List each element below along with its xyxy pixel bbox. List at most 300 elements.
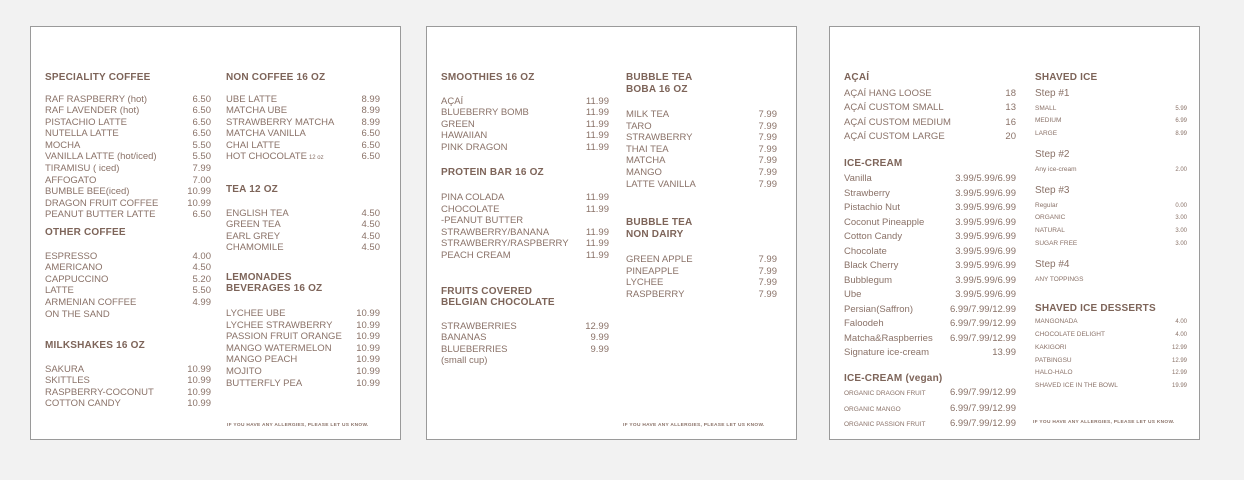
menu-item <box>441 250 609 262</box>
step-label: Step #3 <box>1035 184 1070 196</box>
list <box>1035 164 1187 177</box>
menu-item-name: PISTACHIO LATTE <box>45 116 127 128</box>
menu-item-name: ENGLISH TEA <box>226 207 289 219</box>
menu-item-name: PINK DRAGON <box>441 141 508 153</box>
menu-item-price: 6.50 <box>192 209 211 221</box>
menu-item-name: HAWAIIAN <box>441 130 488 142</box>
menu-item-price: 11.99 <box>585 226 609 238</box>
menu-item-name: LATTE VANILLA <box>626 178 696 190</box>
section-title: NON COFFEE 16 OZ <box>226 72 326 83</box>
menu-item <box>441 227 609 239</box>
menu-item-price: 4.50 <box>361 207 380 219</box>
menu-item <box>45 163 211 175</box>
list <box>626 254 777 300</box>
menu-item <box>45 105 211 117</box>
menu-item-price: 13 <box>1005 102 1016 113</box>
menu-item-price: 8.99 <box>1175 131 1187 138</box>
menu-item-name: PASSION FRUIT ORANGE <box>226 331 342 343</box>
menu-item-price: 7.99 <box>758 166 777 178</box>
menu-item-price: 8.99 <box>361 105 380 117</box>
menu-item-price: 10.99 <box>187 398 211 410</box>
menu-item <box>226 366 380 378</box>
menu-item <box>45 274 211 286</box>
menu-item <box>226 331 380 343</box>
menu-item-price: 11.99 <box>585 238 609 250</box>
menu-item-price: 10.99 <box>187 363 211 375</box>
menu-item <box>441 204 609 216</box>
menu-item-price: 12.99 <box>1171 344 1187 351</box>
menu-item <box>1035 164 1187 177</box>
menu-item <box>1035 367 1187 380</box>
menu-item <box>45 364 211 376</box>
menu-item <box>226 151 380 165</box>
menu-item-price: 3.99/5.99/6.99 <box>955 231 1016 242</box>
section-title-line: FRUITS COVERED <box>441 285 533 297</box>
menu-item-name: MATCHA VANILLA <box>226 128 306 140</box>
menu-item-price: 6.50 <box>192 128 211 140</box>
section-title-line: BEVERAGES 16 OZ <box>226 283 323 295</box>
menu-item <box>226 117 380 129</box>
menu-item <box>1035 128 1187 141</box>
menu-item-name: SKITTLES <box>45 375 90 387</box>
menu-item-price: 20 <box>1005 131 1016 142</box>
menu-item-name: CAPPUCCINO <box>45 273 109 285</box>
menu-item-price: 11.99 <box>585 203 609 215</box>
menu-item-name: LYCHEE <box>626 277 664 289</box>
menu-item <box>45 285 211 297</box>
menu-item-price: 3.00 <box>1175 228 1187 235</box>
menu-item-price: 7.99 <box>758 265 777 277</box>
column-acai-icecream <box>844 72 1016 433</box>
menu-item <box>226 320 380 332</box>
menu-item-name: MANGO WATERMELON <box>226 342 332 354</box>
menu-item-name: Persian(Saffron) <box>844 303 913 315</box>
allergy-footer: IF YOU HAVE ANY ALLERGIES, PLEASE LET US KNOW. <box>623 423 765 428</box>
column-bubble-tea <box>626 72 777 301</box>
section-title-line: NON DAIRY <box>626 228 684 240</box>
menu-item-name: EARL GREY <box>226 230 281 242</box>
menu-item-name: Faloodeh <box>844 318 884 329</box>
menu-item <box>626 144 777 156</box>
menu-item-name: KAKIGORI <box>1035 343 1067 351</box>
menu-item-name: AÇAÍ CUSTOM MEDIUM <box>844 116 951 128</box>
menu-item-price: 6.50 <box>192 105 211 117</box>
menu-item-name: MANGO PEACH <box>226 354 298 366</box>
menu-item-name: ORGANIC MANGO <box>844 405 901 413</box>
menu-item <box>844 303 1016 318</box>
menu-item-price: 10.99 <box>356 319 380 331</box>
list <box>844 386 1016 433</box>
menu-item-name: ESPRESSO <box>45 250 98 262</box>
list <box>626 109 777 190</box>
menu-item-name: ORGANIC PASSION FRUIT <box>844 421 926 428</box>
menu-item <box>441 142 609 154</box>
menu-item <box>441 344 609 356</box>
menu-item <box>844 172 1016 187</box>
menu-item-name: AÇAÍ <box>441 95 464 107</box>
menu-item-name: CHAI LATTE <box>226 139 281 151</box>
menu-item <box>226 140 380 152</box>
menu-item-name: PATBINGSU <box>1035 356 1072 364</box>
menu-item-price: 7.99 <box>758 155 777 167</box>
menu-item-name: SHAVED ICE IN THE BOWL <box>1035 382 1118 390</box>
menu-item <box>226 105 380 117</box>
menu-item-price: 10.99 <box>356 331 380 343</box>
menu-item-price: 11.99 <box>585 249 609 261</box>
menu-item-price: 9.99 <box>590 332 609 344</box>
menu-item <box>1035 200 1187 213</box>
section-title: ICE-CREAM (vegan) <box>844 372 943 384</box>
section-title-line: LEMONADES <box>226 271 292 283</box>
menu-item-name: AÇAÍ HANG LOOSE <box>844 87 932 99</box>
menu-item-name: MOCHA <box>45 139 81 151</box>
menu-item <box>844 346 1016 361</box>
menu-item-price: 3.00 <box>1175 215 1187 222</box>
section-title <box>626 72 777 95</box>
menu-item <box>1035 238 1187 251</box>
menu-item <box>844 245 1016 260</box>
menu-item <box>844 259 1016 274</box>
menu-item-price: 7.99 <box>758 120 777 132</box>
menu-item-name: BLUEBERRIES <box>441 343 508 355</box>
list <box>45 94 211 222</box>
menu-item-price: 7.99 <box>758 254 777 266</box>
menu-item-price: 12.99 <box>1171 370 1187 377</box>
menu-item <box>45 151 211 163</box>
menu-item-price: 10.99 <box>187 197 211 209</box>
menu-item-name: SMALL <box>1035 104 1057 112</box>
list <box>226 308 380 389</box>
menu-item-price: 6.99/7.99/12.99 <box>949 332 1016 344</box>
menu-item-name: PINA COLADA <box>441 191 505 203</box>
menu-panel-drinks <box>30 26 401 440</box>
menu-item-name: STRAWBERRY <box>626 132 693 144</box>
menu-item <box>844 317 1016 332</box>
menu-item-price: 18 <box>1005 87 1016 99</box>
menu-item-price: 16 <box>1005 116 1016 128</box>
menu-item-name: Pistachio Nut <box>844 202 900 213</box>
menu-item <box>844 130 1016 145</box>
menu-item-price: 5.50 <box>192 151 211 163</box>
menu-item <box>45 375 211 387</box>
menu-item-name: SUGAR FREE <box>1035 240 1078 248</box>
menu-item-price: 6.50 <box>361 139 380 151</box>
menu-item <box>226 94 380 106</box>
menu-item <box>626 266 777 278</box>
menu-item-name: LATTE <box>45 285 74 297</box>
menu-item <box>45 251 211 263</box>
menu-item <box>844 230 1016 245</box>
menu-item-price: 10.99 <box>187 386 211 398</box>
menu-item-name: TIRAMISU ( iced) <box>45 163 120 175</box>
menu-item-name: -PEANUT BUTTER <box>441 215 524 227</box>
menu-item <box>226 378 380 390</box>
section-title: SHAVED ICE DESSERTS <box>1035 302 1156 314</box>
menu-item-price: 10.99 <box>187 186 211 198</box>
menu-item-price: 6.50 <box>361 128 380 140</box>
menu-item <box>226 242 380 254</box>
menu-item-price: 5.50 <box>192 285 211 297</box>
menu-item-price: 10.99 <box>356 354 380 366</box>
menu-item <box>441 238 609 250</box>
menu-item <box>45 140 211 152</box>
section-title: TEA 12 OZ <box>226 184 278 196</box>
menu-item <box>441 107 609 119</box>
menu-item <box>45 262 211 274</box>
menu-item <box>45 387 211 399</box>
menu-item-price: 7.99 <box>758 132 777 144</box>
menu-item-price: 3.99/5.99/6.99 <box>955 173 1016 184</box>
list <box>441 96 609 154</box>
menu-item-price: 4.50 <box>192 262 211 274</box>
menu-item-price: 8.99 <box>361 116 380 128</box>
menu-item-price: 3.99/5.99/6.99 <box>955 260 1016 271</box>
menu-item-name: NUTELLA LATTE <box>45 128 119 140</box>
menu-item-price: 6.50 <box>192 93 211 105</box>
menu-item <box>626 167 777 179</box>
column-smoothies <box>441 72 609 367</box>
menu-item-name: NATURAL <box>1035 227 1065 235</box>
menu-item-price: 3.99/5.99/6.99 <box>955 216 1016 228</box>
menu-item-name: AMERICANO <box>45 262 103 274</box>
menu-item-price: 2.00 <box>1175 166 1187 173</box>
menu-item-name: HOT CHOCOLATE <box>226 151 307 163</box>
menu-item <box>1035 355 1187 368</box>
menu-item-name: ORGANIC <box>1035 214 1066 222</box>
menu-item <box>226 354 380 366</box>
menu-item-name: COTTON CANDY <box>45 398 121 410</box>
menu-item <box>45 198 211 210</box>
menu-item-price: 12.99 <box>585 320 609 332</box>
menu-item-price: 6.99/7.99/12.99 <box>949 303 1016 315</box>
menu-item-name: TARO <box>626 120 652 132</box>
menu-item-name: HALO-HALO <box>1035 369 1073 377</box>
menu-item <box>844 417 1016 433</box>
menu-item <box>844 101 1016 116</box>
menu-item-name: Signature ice-cream <box>844 347 930 358</box>
menu-item <box>626 289 777 301</box>
menu-item-name: Bubblegum <box>844 274 893 286</box>
menu-item-price: 6.50 <box>192 116 211 128</box>
menu-item-name: DRAGON FRUIT COFFEE <box>45 197 159 209</box>
menu-item <box>1035 316 1187 329</box>
section-title-line: BUBBLE TEA <box>626 72 693 83</box>
menu-item-name: Black Cherry <box>844 260 899 271</box>
menu-item-price: 10.99 <box>356 365 380 377</box>
menu-item-name: LARGE <box>1035 130 1058 138</box>
menu-item-price: 4.00 <box>1175 319 1187 326</box>
menu-item-name: Ube <box>844 289 862 300</box>
menu-item <box>45 175 211 187</box>
menu-item <box>626 132 777 144</box>
menu-item-price: 7.99 <box>758 143 777 155</box>
section-title: PROTEIN BAR 16 OZ <box>441 167 544 179</box>
menu-item <box>1035 212 1187 225</box>
menu-item <box>226 128 380 140</box>
step-label: Step #1 <box>1035 87 1070 99</box>
menu-item <box>626 277 777 289</box>
menu-item-name: ORGANIC DRAGON FRUIT <box>844 390 926 397</box>
menu-item-name: Regular <box>1035 201 1058 209</box>
menu-item-name: STRAWBERRY MATCHA <box>226 116 335 128</box>
section-title <box>226 272 380 295</box>
menu-item <box>45 128 211 140</box>
menu-item-price: 6.99/7.99/12.99 <box>949 387 1016 398</box>
list <box>441 321 609 356</box>
menu-item <box>226 231 380 243</box>
menu-item-price: 4.50 <box>361 230 380 242</box>
menu-item-name: CHOCOLATE DELIGHT <box>1035 330 1105 338</box>
section-title: SPECIALITY COFFEE <box>45 72 151 83</box>
menu-item <box>844 87 1016 102</box>
menu-item-price: 6.99/7.99/12.99 <box>949 318 1016 329</box>
menu-item-price: 7.99 <box>758 109 777 120</box>
menu-item-price: 9.99 <box>590 343 609 355</box>
menu-item-price: 5.50 <box>192 139 211 151</box>
menu-item-name: AÇAÍ CUSTOM SMALL <box>844 102 944 113</box>
menu-panel-desserts <box>829 26 1200 440</box>
menu-item-name: MATCHA UBE <box>226 105 288 117</box>
menu-item-price: 3.99/5.99/6.99 <box>955 187 1016 199</box>
section-title <box>626 217 777 240</box>
menu-item-price: 3.99/5.99/6.99 <box>955 245 1016 257</box>
menu-item-price: 6.99/7.99/12.99 <box>949 402 1016 414</box>
menu-item <box>1035 115 1187 128</box>
note-small-cup: (small cup) <box>441 355 488 367</box>
menu-item-name: BUTTERFLY PEA <box>226 377 303 389</box>
menu-item <box>45 186 211 198</box>
menu-item-name: BUMBLE BEE(iced) <box>45 186 130 198</box>
menu-item <box>1035 103 1187 116</box>
menu-item-price: 12.99 <box>1171 357 1187 364</box>
list <box>226 208 380 254</box>
menu-item <box>844 201 1016 216</box>
menu-item-price: 7.99 <box>758 288 777 300</box>
menu-item-name: AFFOGATO <box>45 174 97 186</box>
menu-item-name: VANILLA LATTE (hot/iced) <box>45 151 157 163</box>
menu-item-price: 11.99 <box>585 95 609 107</box>
menu-item <box>844 216 1016 231</box>
menu-item <box>226 208 380 220</box>
menu-item-name: LYCHEE STRAWBERRY <box>226 319 333 331</box>
list <box>1035 103 1187 141</box>
menu-item-price: 7.99 <box>758 178 777 190</box>
menu-item <box>1035 225 1187 238</box>
section-title: MILKSHAKES 16 OZ <box>45 340 145 352</box>
menu-item-name: BANANAS <box>441 332 487 344</box>
menu-item-name: ANY TOPPINGS <box>1035 275 1084 283</box>
menu-item-name: PEACH CREAM <box>441 249 511 261</box>
menu-item <box>844 402 1016 418</box>
menu-item <box>844 187 1016 202</box>
menu-item-size: 12 oz <box>308 155 324 162</box>
menu-item-name: RASPBERRY <box>626 288 685 300</box>
menu-item-name: GREEN TEA <box>226 219 281 231</box>
menu-item <box>1035 342 1187 355</box>
column-shaved-ice <box>1035 72 1187 393</box>
menu-item-price: 11.99 <box>585 130 609 142</box>
menu-item-name: UBE LATTE <box>226 93 278 105</box>
section-title: SMOOTHIES 16 OZ <box>441 72 535 83</box>
menu-item-price: 3.99/5.99/6.99 <box>955 289 1016 300</box>
menu-item <box>441 119 609 131</box>
menu-item-price: 0.00 <box>1175 202 1187 209</box>
menu-item-price: 11.99 <box>585 118 609 130</box>
list <box>45 364 211 410</box>
menu-item <box>626 179 777 191</box>
menu-item-price: 3.99/5.99/6.99 <box>955 202 1016 213</box>
menu-item <box>844 116 1016 131</box>
menu-item-name: MANGO <box>626 166 662 178</box>
menu-item <box>844 274 1016 289</box>
menu-item <box>626 254 777 266</box>
section-title <box>441 286 609 309</box>
menu-item <box>1035 380 1187 393</box>
section-title: AÇAÍ <box>844 72 870 83</box>
section-title: SHAVED ICE <box>1035 72 1098 83</box>
menu-item-price: 7.00 <box>192 174 211 186</box>
menu-item-name: Any ice-cream <box>1035 165 1077 173</box>
menu-item <box>626 109 777 121</box>
section-title-line: BELGIAN CHOCOLATE <box>441 297 555 309</box>
list <box>844 87 1016 145</box>
menu-item-name: PINEAPPLE <box>626 265 679 277</box>
menu-item-price: 5.99 <box>1175 105 1187 112</box>
menu-item <box>441 332 609 344</box>
menu-item-name: RAF LAVENDER (hot) <box>45 105 140 117</box>
menu-item-price: 4.50 <box>361 242 380 254</box>
menu-item <box>45 94 211 106</box>
menu-item-name: Coconut Pineapple <box>844 216 925 228</box>
menu-item <box>844 332 1016 347</box>
menu-item-name: CHAMOMILE <box>226 242 284 254</box>
menu-item-name: Matcha&Raspberries <box>844 332 933 344</box>
menu-item-price: 11.99 <box>585 141 609 153</box>
menu-item-price: 4.50 <box>361 219 380 231</box>
allergy-footer: IF YOU HAVE ANY ALLERGIES, PLEASE LET US KNOW. <box>227 423 369 428</box>
menu-item-name: MATCHA <box>626 155 666 167</box>
column-non-coffee <box>226 72 380 389</box>
menu-item <box>844 386 1016 402</box>
menu-item <box>626 121 777 133</box>
menu-item-name: LYCHEE UBE <box>226 307 286 319</box>
menu-item-price: 6.50 <box>361 151 380 163</box>
menu-item-price: 5.20 <box>192 273 211 285</box>
menu-item <box>441 192 609 204</box>
menu-item-name: RASPBERRY-COCONUT <box>45 386 154 398</box>
menu-item <box>626 155 777 167</box>
menu-item-price: 3.00 <box>1175 241 1187 248</box>
menu-item-name: Cotton Candy <box>844 231 903 242</box>
menu-item <box>45 398 211 410</box>
menu-item-name: THAI TEA <box>626 143 669 155</box>
menu-item-price: 19.99 <box>1171 383 1187 390</box>
menu-item-name: PEANUT BUTTER LATTE <box>45 209 156 221</box>
menu-item-price: 10.99 <box>187 375 211 387</box>
menu-item-price: 13.99 <box>992 347 1016 358</box>
menu-item-price: 8.99 <box>361 93 380 105</box>
section-title: OTHER COFFEE <box>45 227 126 239</box>
menu-item <box>441 215 609 227</box>
menu-item-name: CHOCOLATE <box>441 203 500 215</box>
menu-item-price: 4.99 <box>192 296 211 308</box>
menu-item <box>1035 329 1187 342</box>
menu-item <box>226 343 380 355</box>
menu-item-price: 10.99 <box>356 377 380 389</box>
menu-item-price: 6.99/7.99/12.99 <box>949 418 1016 429</box>
section-title-line: BOBA 16 OZ <box>626 83 688 95</box>
menu-item-name: GREEN <box>441 118 475 130</box>
